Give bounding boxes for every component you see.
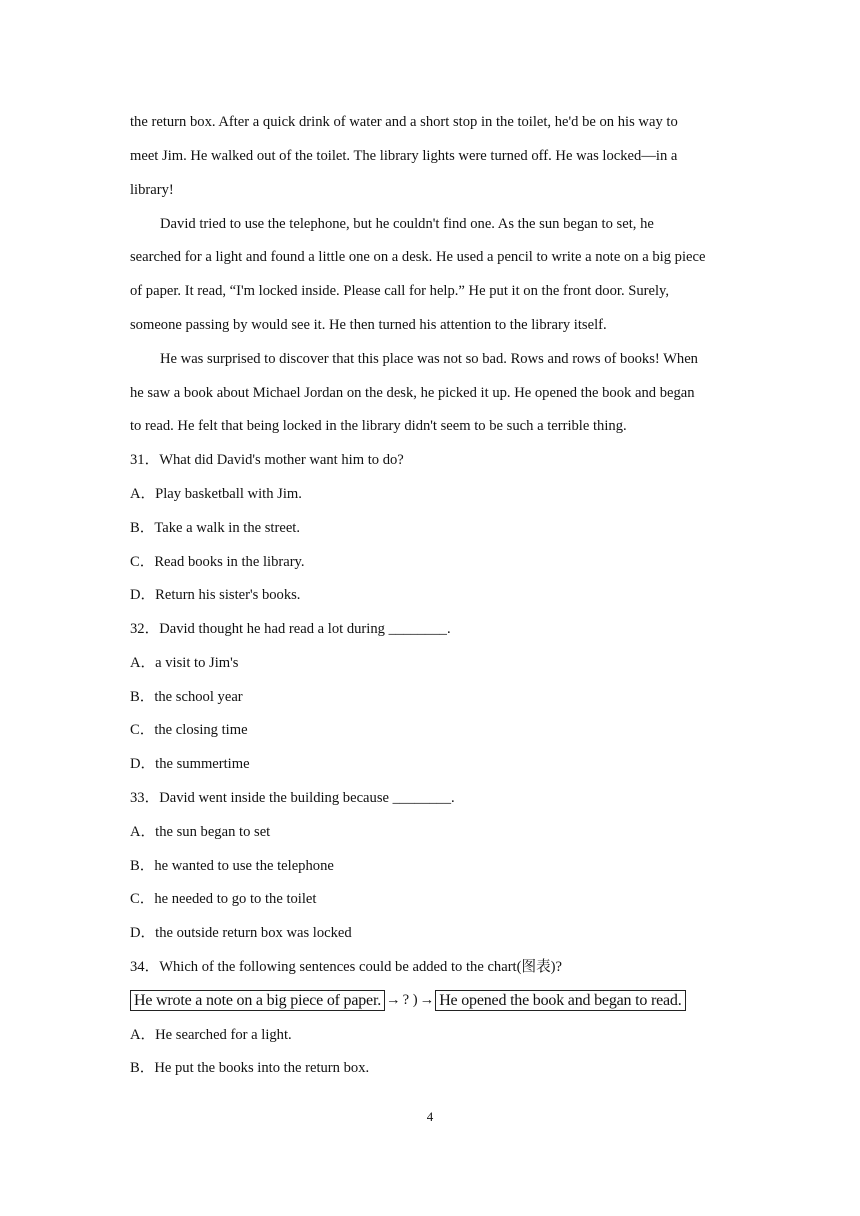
- answer-option: D．the summertime: [130, 756, 250, 772]
- question-stem: 31．What did David's mother want him to do?: [130, 452, 404, 468]
- answer-option: C．Read books in the library.: [130, 554, 305, 570]
- passage-line: David tried to use the telephone, but he couldn't find one. As the sun began to set, he: [160, 216, 654, 232]
- answer-option: A．the sun began to set: [130, 824, 271, 840]
- answer-option: A．a visit to Jim's: [130, 655, 239, 671]
- right-arrow-icon: →: [386, 992, 401, 1008]
- passage-line: the return box. After a quick drink of water and a short stop in the toilet, he'd be on his way to: [130, 114, 678, 130]
- sequence-chart: [130, 989, 686, 1011]
- answer-option: D．Return his sister's books.: [130, 587, 301, 603]
- right-arrow-icon: →: [419, 992, 435, 1008]
- answer-option: C．he needed to go to the toilet: [130, 891, 317, 907]
- question-stem: 33．David went inside the building because ________.: [130, 790, 455, 806]
- question-stem: 32．David thought he had read a lot during ________.: [130, 621, 451, 637]
- answer-option: C．the closing time: [130, 722, 248, 738]
- passage-line: He was surprised to discover that this place was not so bad. Rows and rows of books! When: [160, 351, 698, 367]
- passage-line: someone passing by would see it. He then turned his attention to the library itself.: [130, 317, 607, 333]
- chart-box-read: He opened the book and began to read.: [435, 990, 685, 1011]
- answer-option: A．Play basketball with Jim.: [130, 486, 302, 502]
- passage-line: he saw a book about Michael Jordan on the desk, he picked it up. He opened the book and began: [130, 385, 695, 401]
- answer-option: B．the school year: [130, 689, 243, 705]
- passage-line: searched for a light and found a little one on a desk. He used a pencil to write a note on a big piece: [130, 249, 706, 265]
- chart-blank: ? ): [402, 992, 418, 1008]
- question-stem: 34．Which of the following sentences could be added to the chart(图表)?: [130, 959, 562, 975]
- passage-line: of paper. It read, “I'm locked inside. Please call for help.” He put it on the front door. Surely,: [130, 283, 670, 299]
- answer-option: A．He searched for a light.: [130, 1027, 292, 1043]
- passage-line: meet Jim. He walked out of the toilet. The library lights were turned off. He was locked—in a: [130, 148, 678, 164]
- answer-option: B．He put the books into the return box.: [130, 1060, 370, 1076]
- passage-line: to read. He felt that being locked in the library didn't seem to be such a terrible thing.: [130, 418, 627, 434]
- passage-line: library!: [130, 182, 174, 198]
- answer-option: B．he wanted to use the telephone: [130, 858, 334, 874]
- page-number: 4: [426, 1109, 434, 1124]
- answer-option: B．Take a walk in the street.: [130, 520, 300, 536]
- answer-option: D．the outside return box was locked: [130, 925, 352, 941]
- chart-box-note: He wrote a note on a big piece of paper.: [130, 990, 385, 1011]
